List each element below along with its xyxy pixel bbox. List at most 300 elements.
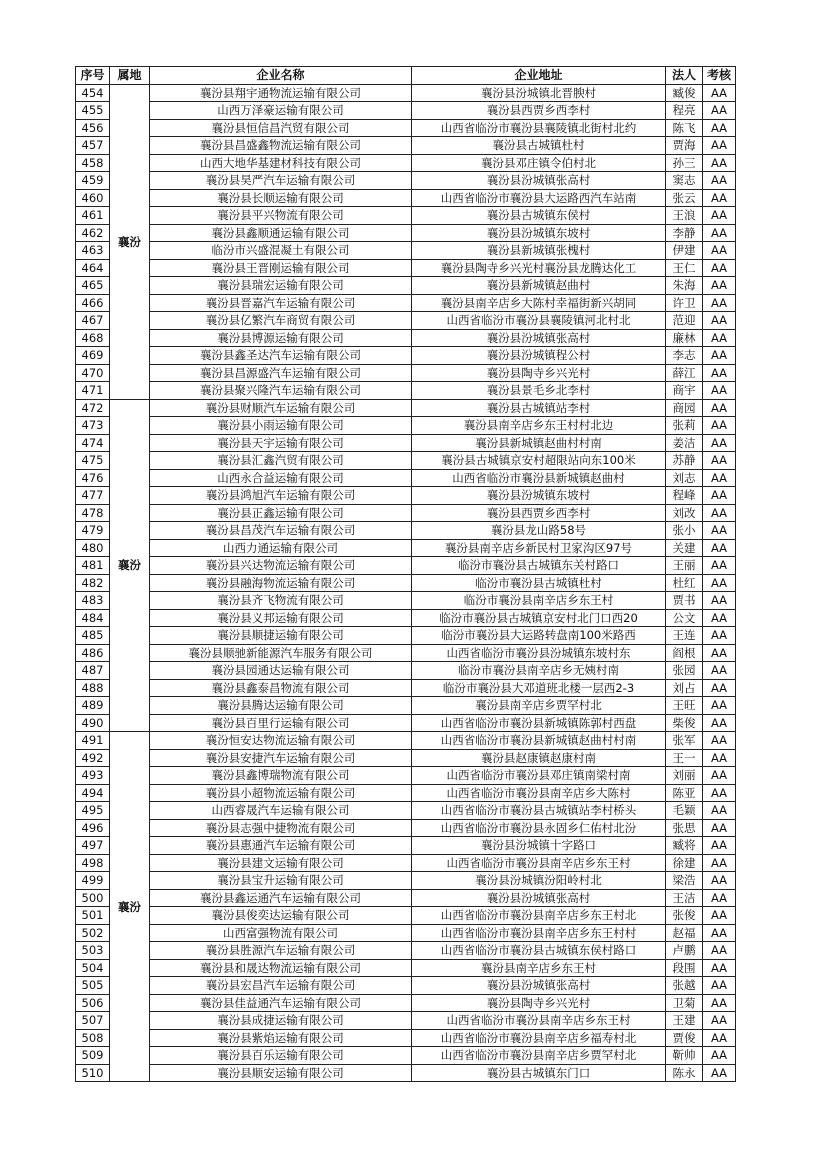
row-number: 510 bbox=[76, 1064, 110, 1082]
row-number: 477 bbox=[76, 487, 110, 505]
legal-rep: 公文 bbox=[666, 609, 703, 627]
table-row bbox=[76, 802, 736, 820]
company-address: 山西省临汾市襄汾县襄陵镇河北村北 bbox=[412, 312, 666, 330]
company-address: 临汾市襄汾县南辛店乡无姨村南 bbox=[412, 662, 666, 680]
legal-rep: 姜洁 bbox=[666, 434, 703, 452]
company-address: 山西省临汾市襄汾县南辛店乡东王村 bbox=[412, 854, 666, 872]
table-row bbox=[76, 1029, 736, 1047]
legal-rep: 廉林 bbox=[666, 329, 703, 347]
rating: AA bbox=[703, 469, 736, 487]
table-row bbox=[76, 119, 736, 137]
table-row bbox=[76, 1012, 736, 1030]
table-row bbox=[76, 574, 736, 592]
rating: AA bbox=[703, 749, 736, 767]
company-name: 襄汾县瑞宏运输有限公司 bbox=[150, 277, 412, 295]
company-address: 山西省临汾市襄汾县襄陵镇北街村北约 bbox=[412, 119, 666, 137]
company-address: 山西省临汾市襄汾县邓庄镇南梁村南 bbox=[412, 767, 666, 785]
company-name: 襄汾县胜源汽车运输有限公司 bbox=[150, 942, 412, 960]
legal-rep: 李静 bbox=[666, 224, 703, 242]
table-row bbox=[76, 714, 736, 732]
legal-rep: 张俊 bbox=[666, 907, 703, 925]
company-name: 襄汾县宏昌汽车运输有限公司 bbox=[150, 977, 412, 995]
table-row bbox=[76, 434, 736, 452]
company-name: 襄汾县鑫圣达汽车运输有限公司 bbox=[150, 347, 412, 365]
rating: AA bbox=[703, 557, 736, 575]
table-row bbox=[76, 259, 736, 277]
row-number: 475 bbox=[76, 452, 110, 470]
legal-rep: 张莉 bbox=[666, 417, 703, 435]
rating: AA bbox=[703, 767, 736, 785]
company-name: 襄汾县成捷运输有限公司 bbox=[150, 1012, 412, 1030]
company-address: 山西省临汾市襄汾县新城镇赵曲村村南 bbox=[412, 732, 666, 750]
company-name: 山西大地华基建材科技有限公司 bbox=[150, 154, 412, 172]
company-address: 临汾市襄汾县古城镇杜村 bbox=[412, 574, 666, 592]
table-row bbox=[76, 189, 736, 207]
row-number: 454 bbox=[76, 84, 110, 102]
row-number: 508 bbox=[76, 1029, 110, 1047]
rating: AA bbox=[703, 854, 736, 872]
legal-rep: 薛江 bbox=[666, 364, 703, 382]
company-address: 临汾市襄汾县古城镇京安村北门口西20 bbox=[412, 609, 666, 627]
company-address: 襄汾县南辛店乡大陈村幸福街新兴胡同 bbox=[412, 294, 666, 312]
rating: AA bbox=[703, 207, 736, 225]
table-row bbox=[76, 592, 736, 610]
legal-rep: 梁浩 bbox=[666, 872, 703, 890]
company-name: 襄汾县紫焰运输有限公司 bbox=[150, 1029, 412, 1047]
legal-rep: 孙三 bbox=[666, 154, 703, 172]
rating: AA bbox=[703, 312, 736, 330]
company-name: 襄汾县志强中捷物流有限公司 bbox=[150, 819, 412, 837]
company-name: 襄汾县汇鑫汽贸有限公司 bbox=[150, 452, 412, 470]
row-number: 486 bbox=[76, 644, 110, 662]
table-row bbox=[76, 977, 736, 995]
rating: AA bbox=[703, 487, 736, 505]
company-name: 襄汾县恒信昌汽贸有限公司 bbox=[150, 119, 412, 137]
row-number: 493 bbox=[76, 767, 110, 785]
table-row bbox=[76, 784, 736, 802]
company-address: 襄汾县古城镇杜村 bbox=[412, 137, 666, 155]
legal-rep: 李志 bbox=[666, 347, 703, 365]
company-name: 襄汾县惠通汽车运输有限公司 bbox=[150, 837, 412, 855]
company-address: 临汾市襄汾县大运路转盘南100米路西 bbox=[412, 627, 666, 645]
rating: AA bbox=[703, 644, 736, 662]
table-row bbox=[76, 924, 736, 942]
table-row bbox=[76, 399, 736, 417]
legal-rep: 范迎 bbox=[666, 312, 703, 330]
rating: AA bbox=[703, 837, 736, 855]
row-number: 462 bbox=[76, 224, 110, 242]
table-row bbox=[76, 767, 736, 785]
table-row bbox=[76, 312, 736, 330]
rating: AA bbox=[703, 697, 736, 715]
company-name: 山西力通运输有限公司 bbox=[150, 539, 412, 557]
table-row bbox=[76, 994, 736, 1012]
row-number: 496 bbox=[76, 819, 110, 837]
row-number: 488 bbox=[76, 679, 110, 697]
rating: AA bbox=[703, 977, 736, 995]
row-number: 465 bbox=[76, 277, 110, 295]
company-address: 襄汾县汾城镇张高村 bbox=[412, 172, 666, 190]
legal-rep: 王丽 bbox=[666, 557, 703, 575]
row-number: 489 bbox=[76, 697, 110, 715]
company-address: 山西省临汾市襄汾县新城镇赵曲村 bbox=[412, 469, 666, 487]
company-address: 山西省临汾市襄汾县南辛店乡东王村 bbox=[412, 1012, 666, 1030]
company-name: 襄汾县顺安运输有限公司 bbox=[150, 1064, 412, 1082]
company-name: 襄汾县百乐运输有限公司 bbox=[150, 1047, 412, 1065]
legal-rep: 柴俊 bbox=[666, 714, 703, 732]
row-number: 501 bbox=[76, 907, 110, 925]
company-address: 襄汾县赵康镇赵康村南 bbox=[412, 749, 666, 767]
rating: AA bbox=[703, 242, 736, 260]
company-address: 山西省临汾市襄汾县南辛店乡大陈村 bbox=[412, 784, 666, 802]
company-address: 襄汾县汾城镇东坡村 bbox=[412, 224, 666, 242]
row-number: 474 bbox=[76, 434, 110, 452]
rating: AA bbox=[703, 189, 736, 207]
company-address: 临汾市襄汾县大邓道班北楼一层西2-3 bbox=[412, 679, 666, 697]
table-row bbox=[76, 854, 736, 872]
legal-rep: 王连 bbox=[666, 627, 703, 645]
legal-rep: 王旺 bbox=[666, 697, 703, 715]
table-row bbox=[76, 417, 736, 435]
rating: AA bbox=[703, 154, 736, 172]
row-number: 503 bbox=[76, 942, 110, 960]
col-header-address: 企业地址 bbox=[412, 67, 666, 85]
legal-rep: 程峰 bbox=[666, 487, 703, 505]
company-address: 山西省临汾市襄汾县南辛店乡东王村北 bbox=[412, 907, 666, 925]
company-name: 襄汾县平兴物流有限公司 bbox=[150, 207, 412, 225]
row-number: 476 bbox=[76, 469, 110, 487]
legal-rep: 许卫 bbox=[666, 294, 703, 312]
table-row bbox=[76, 557, 736, 575]
legal-rep: 靳帅 bbox=[666, 1047, 703, 1065]
row-number: 495 bbox=[76, 802, 110, 820]
company-address: 襄汾县南辛店乡贾罕村北 bbox=[412, 697, 666, 715]
region-cell: 襄汾 bbox=[110, 84, 150, 399]
company-address: 襄汾县古城镇站李村 bbox=[412, 399, 666, 417]
company-name: 襄汾县齐飞物流有限公司 bbox=[150, 592, 412, 610]
company-address: 临汾市襄汾县古城镇东关村路口 bbox=[412, 557, 666, 575]
rating: AA bbox=[703, 539, 736, 557]
company-name: 临汾市兴盛混凝土有限公司 bbox=[150, 242, 412, 260]
row-number: 505 bbox=[76, 977, 110, 995]
company-name: 襄汾县顺捷运输有限公司 bbox=[150, 627, 412, 645]
company-address: 山西省临汾市襄汾县新城镇陈郭村西盘 bbox=[412, 714, 666, 732]
legal-rep: 刘占 bbox=[666, 679, 703, 697]
company-name: 襄汾县鑫顺通运输有限公司 bbox=[150, 224, 412, 242]
company-address: 襄汾县西贾乡西李村 bbox=[412, 102, 666, 120]
table-row bbox=[76, 697, 736, 715]
row-number: 487 bbox=[76, 662, 110, 680]
company-address: 襄汾县汾城镇张高村 bbox=[412, 889, 666, 907]
row-number: 504 bbox=[76, 959, 110, 977]
row-number: 456 bbox=[76, 119, 110, 137]
company-name: 襄汾县昌茂汽车运输有限公司 bbox=[150, 522, 412, 540]
table-row bbox=[76, 959, 736, 977]
rating: AA bbox=[703, 679, 736, 697]
row-number: 472 bbox=[76, 399, 110, 417]
company-address: 山西省临汾市襄汾县古城镇东侯村路口 bbox=[412, 942, 666, 960]
rating: AA bbox=[703, 732, 736, 750]
company-name: 襄汾县昊严汽车运输有限公司 bbox=[150, 172, 412, 190]
company-address: 襄汾县汾城镇北晋腴村 bbox=[412, 84, 666, 102]
rating: AA bbox=[703, 119, 736, 137]
row-number: 473 bbox=[76, 417, 110, 435]
row-number: 458 bbox=[76, 154, 110, 172]
company-name: 襄汾县翔宇通物流运输有限公司 bbox=[150, 84, 412, 102]
legal-rep: 刘志 bbox=[666, 469, 703, 487]
region-cell: 襄汾 bbox=[110, 732, 150, 1082]
company-address: 襄汾县新城镇赵曲村 bbox=[412, 277, 666, 295]
row-number: 506 bbox=[76, 994, 110, 1012]
col-header-grade: 考核 bbox=[703, 67, 736, 85]
company-address: 襄汾县邓庄镇令伯村北 bbox=[412, 154, 666, 172]
table-row bbox=[76, 172, 736, 190]
rating: AA bbox=[703, 329, 736, 347]
rating: AA bbox=[703, 907, 736, 925]
rating: AA bbox=[703, 609, 736, 627]
row-number: 483 bbox=[76, 592, 110, 610]
row-number: 470 bbox=[76, 364, 110, 382]
row-number: 492 bbox=[76, 749, 110, 767]
company-address: 襄汾县汾城镇十字路口 bbox=[412, 837, 666, 855]
legal-rep: 伊建 bbox=[666, 242, 703, 260]
rating: AA bbox=[703, 417, 736, 435]
legal-rep: 刘改 bbox=[666, 504, 703, 522]
legal-rep: 徐建 bbox=[666, 854, 703, 872]
table-row bbox=[76, 224, 736, 242]
company-name: 襄汾恒安达物流运输有限公司 bbox=[150, 732, 412, 750]
table-row bbox=[76, 644, 736, 662]
table-row bbox=[76, 102, 736, 120]
table-row bbox=[76, 469, 736, 487]
rating: AA bbox=[703, 627, 736, 645]
company-name: 襄汾县宝升运输有限公司 bbox=[150, 872, 412, 890]
company-name: 襄汾县融海物流运输有限公司 bbox=[150, 574, 412, 592]
col-header-no: 序号 bbox=[76, 67, 110, 85]
rating: AA bbox=[703, 399, 736, 417]
row-number: 490 bbox=[76, 714, 110, 732]
company-name: 襄汾县聚兴隆汽车运输有限公司 bbox=[150, 382, 412, 400]
table-row bbox=[76, 84, 736, 102]
company-name: 襄汾县长顺运输有限公司 bbox=[150, 189, 412, 207]
rating: AA bbox=[703, 662, 736, 680]
table-row bbox=[76, 329, 736, 347]
company-name: 襄汾县亿繁汽车商贸有限公司 bbox=[150, 312, 412, 330]
rating: AA bbox=[703, 102, 736, 120]
company-address: 襄汾县陶寺乡兴光村 bbox=[412, 364, 666, 382]
legal-rep: 陈飞 bbox=[666, 119, 703, 137]
table-row bbox=[76, 837, 736, 855]
company-address: 山西省临汾市襄汾县南辛店乡贾罕村北 bbox=[412, 1047, 666, 1065]
company-name: 山西富强物流有限公司 bbox=[150, 924, 412, 942]
legal-rep: 苏静 bbox=[666, 452, 703, 470]
row-number: 471 bbox=[76, 382, 110, 400]
table-row bbox=[76, 382, 736, 400]
legal-rep: 王一 bbox=[666, 749, 703, 767]
legal-rep: 张思 bbox=[666, 819, 703, 837]
row-number: 469 bbox=[76, 347, 110, 365]
legal-rep: 臧将 bbox=[666, 837, 703, 855]
company-name: 山西永合益运输有限公司 bbox=[150, 469, 412, 487]
rating: AA bbox=[703, 1064, 736, 1082]
rating: AA bbox=[703, 994, 736, 1012]
legal-rep: 王建 bbox=[666, 1012, 703, 1030]
company-name: 山西睿晟汽车运输有限公司 bbox=[150, 802, 412, 820]
row-number: 482 bbox=[76, 574, 110, 592]
company-address: 襄汾县汾城镇汾阳岭村北 bbox=[412, 872, 666, 890]
company-address: 襄汾县南辛店乡东王村 bbox=[412, 959, 666, 977]
table-row bbox=[76, 942, 736, 960]
table-row bbox=[76, 609, 736, 627]
table-row bbox=[76, 679, 736, 697]
company-address: 襄汾县南辛店乡东王村村北边 bbox=[412, 417, 666, 435]
company-address: 临汾市襄汾县南辛店乡东王村 bbox=[412, 592, 666, 610]
rating: AA bbox=[703, 259, 736, 277]
table-row bbox=[76, 347, 736, 365]
rating: AA bbox=[703, 802, 736, 820]
rating: AA bbox=[703, 347, 736, 365]
rating: AA bbox=[703, 364, 736, 382]
row-number: 464 bbox=[76, 259, 110, 277]
rating: AA bbox=[703, 1029, 736, 1047]
company-name: 襄汾县俊奕达运输有限公司 bbox=[150, 907, 412, 925]
legal-rep: 赵福 bbox=[666, 924, 703, 942]
table-row bbox=[76, 522, 736, 540]
row-number: 459 bbox=[76, 172, 110, 190]
company-address: 襄汾县汾城镇张高村 bbox=[412, 329, 666, 347]
company-name: 襄汾县顺驰新能源汽车服务有限公司 bbox=[150, 644, 412, 662]
company-address: 襄汾县古城镇京安村超限站向东100米 bbox=[412, 452, 666, 470]
company-address: 襄汾县古城镇东门口 bbox=[412, 1064, 666, 1082]
company-address: 山西省临汾市襄汾县古城镇站李村桥头 bbox=[412, 802, 666, 820]
company-address: 山西省临汾市襄汾县大运路西汽车站南 bbox=[412, 189, 666, 207]
row-number: 485 bbox=[76, 627, 110, 645]
company-name: 襄汾县正鑫运输有限公司 bbox=[150, 504, 412, 522]
company-name: 襄汾县天宇运输有限公司 bbox=[150, 434, 412, 452]
company-name: 襄汾县园通达运输有限公司 bbox=[150, 662, 412, 680]
company-name: 襄汾县义邦运输有限公司 bbox=[150, 609, 412, 627]
legal-rep: 陈永 bbox=[666, 1064, 703, 1082]
row-number: 479 bbox=[76, 522, 110, 540]
table-row bbox=[76, 907, 736, 925]
company-name: 襄汾县财顺汽车运输有限公司 bbox=[150, 399, 412, 417]
company-address: 襄汾县汾城镇东坡村 bbox=[412, 487, 666, 505]
company-name: 襄汾县佳益通汽车运输有限公司 bbox=[150, 994, 412, 1012]
row-number: 457 bbox=[76, 137, 110, 155]
company-name: 襄汾县昌盛鑫物流运输有限公司 bbox=[150, 137, 412, 155]
legal-rep: 张军 bbox=[666, 732, 703, 750]
legal-rep: 阎根 bbox=[666, 644, 703, 662]
table-row bbox=[76, 154, 736, 172]
row-number: 466 bbox=[76, 294, 110, 312]
company-name: 襄汾县建文运输有限公司 bbox=[150, 854, 412, 872]
legal-rep: 卫菊 bbox=[666, 994, 703, 1012]
rating: AA bbox=[703, 522, 736, 540]
table-row bbox=[76, 889, 736, 907]
company-address: 襄汾县景毛乡北李村 bbox=[412, 382, 666, 400]
row-number: 494 bbox=[76, 784, 110, 802]
row-number: 491 bbox=[76, 732, 110, 750]
header-row bbox=[76, 67, 736, 85]
company-name: 襄汾县安捷汽车运输有限公司 bbox=[150, 749, 412, 767]
company-address: 襄汾县南辛店乡新民村卫家沟区97号 bbox=[412, 539, 666, 557]
legal-rep: 王仁 bbox=[666, 259, 703, 277]
legal-rep: 张云 bbox=[666, 189, 703, 207]
row-number: 460 bbox=[76, 189, 110, 207]
company-name: 襄汾县鑫博瑞物流有限公司 bbox=[150, 767, 412, 785]
legal-rep: 段围 bbox=[666, 959, 703, 977]
table-row bbox=[76, 732, 736, 750]
rating: AA bbox=[703, 452, 736, 470]
company-address: 襄汾县新城镇张槐村 bbox=[412, 242, 666, 260]
rating: AA bbox=[703, 889, 736, 907]
table-row bbox=[76, 872, 736, 890]
legal-rep: 杜红 bbox=[666, 574, 703, 592]
rating: AA bbox=[703, 574, 736, 592]
row-number: 468 bbox=[76, 329, 110, 347]
table-row bbox=[76, 242, 736, 260]
company-address: 襄汾县汾城镇张高村 bbox=[412, 977, 666, 995]
table-row bbox=[76, 1064, 736, 1082]
company-name: 襄汾县博源运输有限公司 bbox=[150, 329, 412, 347]
rating: AA bbox=[703, 819, 736, 837]
company-address: 襄汾县西贾乡西李村 bbox=[412, 504, 666, 522]
row-number: 498 bbox=[76, 854, 110, 872]
legal-rep: 关建 bbox=[666, 539, 703, 557]
table-row bbox=[76, 137, 736, 155]
company-name: 襄汾县鑫运通汽车运输有限公司 bbox=[150, 889, 412, 907]
legal-rep: 张园 bbox=[666, 662, 703, 680]
col-header-region: 属地 bbox=[110, 67, 150, 85]
company-name: 襄汾县腾达运输有限公司 bbox=[150, 697, 412, 715]
legal-rep: 贾海 bbox=[666, 137, 703, 155]
table-row bbox=[76, 452, 736, 470]
rating: AA bbox=[703, 1012, 736, 1030]
table-row bbox=[76, 294, 736, 312]
company-address: 襄汾县陶寺乡兴光村襄汾县龙腾达化工 bbox=[412, 259, 666, 277]
rating: AA bbox=[703, 959, 736, 977]
legal-rep: 刘丽 bbox=[666, 767, 703, 785]
row-number: 478 bbox=[76, 504, 110, 522]
enterprise-table bbox=[75, 66, 736, 1082]
rating: AA bbox=[703, 784, 736, 802]
rating: AA bbox=[703, 294, 736, 312]
table-row bbox=[76, 749, 736, 767]
rating: AA bbox=[703, 924, 736, 942]
rating: AA bbox=[703, 382, 736, 400]
table-row bbox=[76, 662, 736, 680]
company-address: 山西省临汾市襄汾县南辛店乡福寿村北 bbox=[412, 1029, 666, 1047]
company-address: 襄汾县陶寺乡兴光村 bbox=[412, 994, 666, 1012]
legal-rep: 张小 bbox=[666, 522, 703, 540]
col-header-name: 企业名称 bbox=[150, 67, 412, 85]
rating: AA bbox=[703, 872, 736, 890]
row-number: 461 bbox=[76, 207, 110, 225]
rating: AA bbox=[703, 592, 736, 610]
legal-rep: 窦志 bbox=[666, 172, 703, 190]
legal-rep: 贾书 bbox=[666, 592, 703, 610]
legal-rep: 卢鹏 bbox=[666, 942, 703, 960]
company-name: 襄汾县鸿旭汽车运输有限公司 bbox=[150, 487, 412, 505]
company-name: 襄汾县百里行运输有限公司 bbox=[150, 714, 412, 732]
rating: AA bbox=[703, 942, 736, 960]
table-row bbox=[76, 539, 736, 557]
rating: AA bbox=[703, 84, 736, 102]
row-number: 463 bbox=[76, 242, 110, 260]
col-header-rep: 法人 bbox=[666, 67, 703, 85]
company-name: 襄汾县和晟达物流运输有限公司 bbox=[150, 959, 412, 977]
row-number: 481 bbox=[76, 557, 110, 575]
